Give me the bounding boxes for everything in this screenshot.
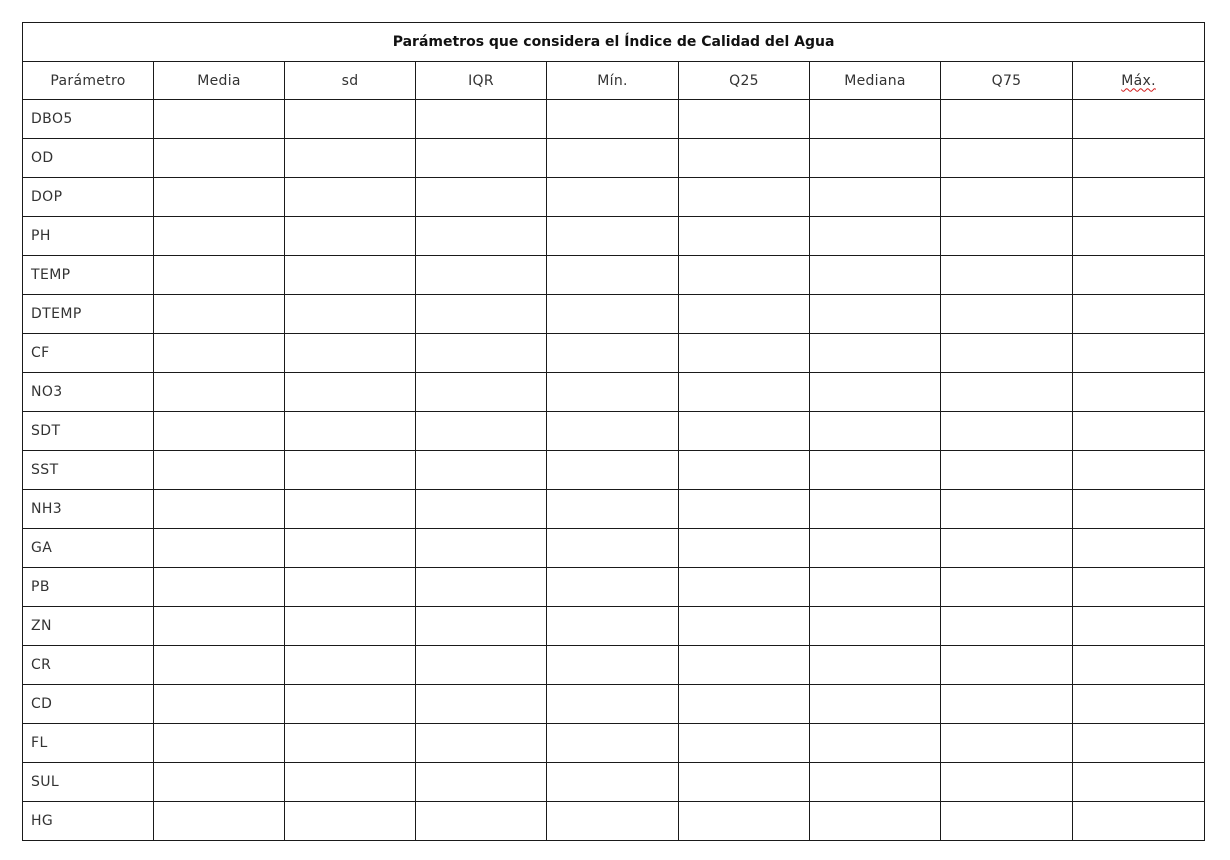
parameter-cell[interactable]: CF bbox=[23, 334, 154, 373]
empty-value-cell[interactable] bbox=[285, 139, 416, 178]
empty-value-cell[interactable] bbox=[154, 685, 285, 724]
empty-value-cell[interactable] bbox=[941, 100, 1073, 139]
empty-value-cell[interactable] bbox=[547, 100, 679, 139]
table-row bbox=[23, 295, 1205, 334]
empty-value-cell[interactable] bbox=[285, 334, 416, 373]
parameters-table bbox=[22, 22, 1205, 841]
empty-value-cell[interactable] bbox=[1073, 412, 1205, 451]
empty-value-cell[interactable] bbox=[1073, 100, 1205, 139]
empty-value-cell[interactable] bbox=[1073, 334, 1205, 373]
empty-value-cell[interactable] bbox=[285, 295, 416, 334]
table-row bbox=[23, 490, 1205, 529]
empty-value-cell[interactable] bbox=[154, 373, 285, 412]
empty-value-cell[interactable] bbox=[679, 646, 810, 685]
empty-value-cell[interactable] bbox=[1073, 607, 1205, 646]
empty-value-cell[interactable] bbox=[810, 178, 941, 217]
empty-value-cell[interactable] bbox=[154, 412, 285, 451]
empty-value-cell[interactable] bbox=[679, 100, 810, 139]
empty-value-cell[interactable] bbox=[547, 178, 679, 217]
empty-value-cell[interactable] bbox=[679, 256, 810, 295]
empty-value-cell[interactable] bbox=[941, 490, 1073, 529]
empty-value-cell[interactable] bbox=[941, 529, 1073, 568]
empty-value-cell[interactable] bbox=[1073, 568, 1205, 607]
empty-value-cell[interactable] bbox=[1073, 217, 1205, 256]
empty-value-cell[interactable] bbox=[679, 451, 810, 490]
empty-value-cell[interactable] bbox=[547, 256, 679, 295]
table-row bbox=[23, 529, 1205, 568]
empty-value-cell[interactable] bbox=[679, 139, 810, 178]
column-header[interactable]: Mín. bbox=[547, 62, 679, 100]
parameter-cell[interactable]: PH bbox=[23, 217, 154, 256]
empty-value-cell[interactable] bbox=[547, 490, 679, 529]
table-row bbox=[23, 100, 1205, 139]
parameter-cell[interactable]: DOP bbox=[23, 178, 154, 217]
empty-value-cell[interactable] bbox=[154, 646, 285, 685]
empty-value-cell[interactable] bbox=[941, 295, 1073, 334]
column-header[interactable]: Parámetro bbox=[23, 62, 154, 100]
empty-value-cell[interactable] bbox=[416, 451, 547, 490]
empty-value-cell[interactable] bbox=[416, 490, 547, 529]
column-header[interactable]: sd bbox=[285, 62, 416, 100]
empty-value-cell[interactable] bbox=[1073, 295, 1205, 334]
empty-value-cell[interactable] bbox=[679, 685, 810, 724]
table-row bbox=[23, 373, 1205, 412]
parameter-cell[interactable]: CR bbox=[23, 646, 154, 685]
column-header[interactable]: Q25 bbox=[679, 62, 810, 100]
empty-value-cell[interactable] bbox=[154, 295, 285, 334]
empty-value-cell[interactable] bbox=[941, 412, 1073, 451]
empty-value-cell[interactable] bbox=[679, 373, 810, 412]
parameter-cell[interactable]: SDT bbox=[23, 412, 154, 451]
empty-value-cell[interactable] bbox=[154, 217, 285, 256]
empty-value-cell[interactable] bbox=[679, 217, 810, 256]
parameter-cell[interactable]: PB bbox=[23, 568, 154, 607]
parameter-cell[interactable]: DBO5 bbox=[23, 100, 154, 139]
empty-value-cell[interactable] bbox=[416, 100, 547, 139]
empty-value-cell[interactable] bbox=[810, 373, 941, 412]
empty-value-cell[interactable] bbox=[810, 217, 941, 256]
empty-value-cell[interactable] bbox=[679, 334, 810, 373]
table-row bbox=[23, 685, 1205, 724]
parameter-cell[interactable]: FL bbox=[23, 724, 154, 763]
column-header[interactable]: Mediana bbox=[810, 62, 941, 100]
table-row bbox=[23, 763, 1205, 802]
empty-value-cell[interactable] bbox=[941, 724, 1073, 763]
empty-value-cell[interactable] bbox=[810, 763, 941, 802]
empty-value-cell[interactable] bbox=[416, 646, 547, 685]
empty-value-cell[interactable] bbox=[679, 529, 810, 568]
empty-value-cell[interactable] bbox=[285, 256, 416, 295]
empty-value-cell[interactable] bbox=[679, 178, 810, 217]
table-row bbox=[23, 802, 1205, 841]
spellcheck-flagged-text: Máx. bbox=[1121, 72, 1156, 89]
column-header[interactable]: Q75 bbox=[941, 62, 1073, 100]
empty-value-cell[interactable] bbox=[285, 451, 416, 490]
empty-value-cell[interactable] bbox=[416, 724, 547, 763]
empty-value-cell[interactable] bbox=[416, 139, 547, 178]
parameter-cell[interactable]: HG bbox=[23, 802, 154, 841]
empty-value-cell[interactable] bbox=[941, 802, 1073, 841]
empty-value-cell[interactable] bbox=[679, 724, 810, 763]
empty-value-cell[interactable] bbox=[285, 568, 416, 607]
empty-value-cell[interactable] bbox=[941, 334, 1073, 373]
empty-value-cell[interactable] bbox=[1073, 178, 1205, 217]
empty-value-cell[interactable] bbox=[416, 802, 547, 841]
empty-value-cell[interactable] bbox=[1073, 763, 1205, 802]
empty-value-cell[interactable] bbox=[941, 568, 1073, 607]
parameter-cell[interactable]: NO3 bbox=[23, 373, 154, 412]
empty-value-cell[interactable] bbox=[547, 607, 679, 646]
empty-value-cell[interactable] bbox=[154, 451, 285, 490]
empty-value-cell[interactable] bbox=[416, 529, 547, 568]
empty-value-cell[interactable] bbox=[810, 685, 941, 724]
empty-value-cell[interactable] bbox=[416, 256, 547, 295]
empty-value-cell[interactable] bbox=[810, 139, 941, 178]
empty-value-cell[interactable] bbox=[154, 724, 285, 763]
empty-value-cell[interactable] bbox=[547, 334, 679, 373]
empty-value-cell[interactable] bbox=[285, 763, 416, 802]
header-row bbox=[23, 62, 1205, 100]
table-row bbox=[23, 256, 1205, 295]
empty-value-cell[interactable] bbox=[810, 100, 941, 139]
empty-value-cell[interactable] bbox=[547, 412, 679, 451]
empty-value-cell[interactable] bbox=[810, 529, 941, 568]
empty-value-cell[interactable] bbox=[1073, 373, 1205, 412]
empty-value-cell[interactable] bbox=[810, 334, 941, 373]
empty-value-cell[interactable] bbox=[1073, 802, 1205, 841]
empty-value-cell[interactable] bbox=[285, 802, 416, 841]
empty-value-cell[interactable] bbox=[941, 607, 1073, 646]
empty-value-cell[interactable] bbox=[679, 490, 810, 529]
empty-value-cell[interactable] bbox=[1073, 646, 1205, 685]
parameter-cell[interactable]: CD bbox=[23, 685, 154, 724]
empty-value-cell[interactable] bbox=[547, 295, 679, 334]
table-row bbox=[23, 607, 1205, 646]
empty-value-cell[interactable] bbox=[547, 139, 679, 178]
empty-value-cell[interactable] bbox=[416, 295, 547, 334]
empty-value-cell[interactable] bbox=[416, 763, 547, 802]
empty-value-cell[interactable] bbox=[941, 256, 1073, 295]
empty-value-cell[interactable] bbox=[1073, 724, 1205, 763]
table-row bbox=[23, 568, 1205, 607]
empty-value-cell[interactable] bbox=[285, 646, 416, 685]
empty-value-cell[interactable] bbox=[154, 100, 285, 139]
empty-value-cell[interactable] bbox=[154, 763, 285, 802]
empty-value-cell[interactable] bbox=[416, 412, 547, 451]
empty-value-cell[interactable] bbox=[1073, 685, 1205, 724]
empty-value-cell[interactable] bbox=[154, 529, 285, 568]
table-body bbox=[23, 100, 1205, 841]
title-row bbox=[23, 23, 1205, 62]
empty-value-cell[interactable] bbox=[1073, 256, 1205, 295]
empty-value-cell[interactable] bbox=[547, 763, 679, 802]
empty-value-cell[interactable] bbox=[285, 412, 416, 451]
empty-value-cell[interactable] bbox=[285, 217, 416, 256]
parameter-cell[interactable]: SST bbox=[23, 451, 154, 490]
empty-value-cell[interactable] bbox=[941, 451, 1073, 490]
empty-value-cell[interactable] bbox=[285, 178, 416, 217]
column-header[interactable]: Media bbox=[154, 62, 285, 100]
empty-value-cell[interactable] bbox=[285, 490, 416, 529]
parameter-cell[interactable]: ZN bbox=[23, 607, 154, 646]
empty-value-cell[interactable] bbox=[285, 685, 416, 724]
empty-value-cell[interactable] bbox=[285, 724, 416, 763]
empty-value-cell[interactable] bbox=[547, 217, 679, 256]
empty-value-cell[interactable] bbox=[941, 646, 1073, 685]
table-row bbox=[23, 451, 1205, 490]
empty-value-cell[interactable] bbox=[154, 139, 285, 178]
empty-value-cell[interactable] bbox=[285, 100, 416, 139]
column-header[interactable]: IQR bbox=[416, 62, 547, 100]
table-row bbox=[23, 412, 1205, 451]
empty-value-cell[interactable] bbox=[679, 607, 810, 646]
empty-value-cell[interactable] bbox=[416, 217, 547, 256]
empty-value-cell[interactable] bbox=[547, 646, 679, 685]
empty-value-cell[interactable] bbox=[547, 568, 679, 607]
empty-value-cell[interactable] bbox=[547, 451, 679, 490]
empty-value-cell[interactable] bbox=[547, 373, 679, 412]
empty-value-cell[interactable] bbox=[941, 139, 1073, 178]
table-row bbox=[23, 217, 1205, 256]
empty-value-cell[interactable] bbox=[810, 412, 941, 451]
empty-value-cell[interactable] bbox=[810, 607, 941, 646]
empty-value-cell[interactable] bbox=[941, 373, 1073, 412]
table-row bbox=[23, 724, 1205, 763]
empty-value-cell[interactable] bbox=[679, 802, 810, 841]
table-row bbox=[23, 139, 1205, 178]
empty-value-cell[interactable] bbox=[679, 568, 810, 607]
empty-value-cell[interactable] bbox=[679, 295, 810, 334]
empty-value-cell[interactable] bbox=[810, 646, 941, 685]
parameter-cell[interactable]: NH3 bbox=[23, 490, 154, 529]
empty-value-cell[interactable] bbox=[154, 802, 285, 841]
empty-value-cell[interactable] bbox=[1073, 451, 1205, 490]
empty-value-cell[interactable] bbox=[810, 724, 941, 763]
parameter-cell[interactable]: DTEMP bbox=[23, 295, 154, 334]
empty-value-cell[interactable] bbox=[547, 724, 679, 763]
column-header[interactable] bbox=[1073, 62, 1205, 100]
table-row bbox=[23, 646, 1205, 685]
empty-value-cell[interactable] bbox=[679, 763, 810, 802]
parameter-cell[interactable]: SUL bbox=[23, 763, 154, 802]
parameter-cell[interactable]: GA bbox=[23, 529, 154, 568]
empty-value-cell[interactable] bbox=[941, 178, 1073, 217]
empty-value-cell[interactable] bbox=[810, 256, 941, 295]
empty-value-cell[interactable] bbox=[154, 178, 285, 217]
empty-value-cell[interactable] bbox=[941, 763, 1073, 802]
empty-value-cell[interactable] bbox=[547, 685, 679, 724]
empty-value-cell[interactable] bbox=[416, 373, 547, 412]
parameter-cell[interactable]: TEMP bbox=[23, 256, 154, 295]
empty-value-cell[interactable] bbox=[416, 607, 547, 646]
empty-value-cell[interactable] bbox=[154, 490, 285, 529]
empty-value-cell[interactable] bbox=[679, 412, 810, 451]
empty-value-cell[interactable] bbox=[941, 685, 1073, 724]
empty-value-cell[interactable] bbox=[810, 490, 941, 529]
table-row bbox=[23, 334, 1205, 373]
empty-value-cell[interactable] bbox=[810, 568, 941, 607]
empty-value-cell[interactable] bbox=[416, 334, 547, 373]
empty-value-cell[interactable] bbox=[1073, 139, 1205, 178]
empty-value-cell[interactable] bbox=[1073, 490, 1205, 529]
empty-value-cell[interactable] bbox=[285, 607, 416, 646]
empty-value-cell[interactable] bbox=[154, 256, 285, 295]
empty-value-cell[interactable] bbox=[810, 802, 941, 841]
empty-value-cell[interactable] bbox=[154, 334, 285, 373]
empty-value-cell[interactable] bbox=[416, 685, 547, 724]
empty-value-cell[interactable] bbox=[285, 373, 416, 412]
empty-value-cell[interactable] bbox=[285, 529, 416, 568]
empty-value-cell[interactable] bbox=[941, 217, 1073, 256]
empty-value-cell[interactable] bbox=[154, 607, 285, 646]
empty-value-cell[interactable] bbox=[810, 295, 941, 334]
empty-value-cell[interactable] bbox=[416, 568, 547, 607]
empty-value-cell[interactable] bbox=[547, 802, 679, 841]
empty-value-cell[interactable] bbox=[154, 568, 285, 607]
table-row bbox=[23, 178, 1205, 217]
empty-value-cell[interactable] bbox=[547, 529, 679, 568]
parameter-cell[interactable]: OD bbox=[23, 139, 154, 178]
empty-value-cell[interactable] bbox=[810, 451, 941, 490]
empty-value-cell[interactable] bbox=[416, 178, 547, 217]
table-title[interactable]: Parámetros que considera el Índice de Calidad del Agua bbox=[23, 23, 1205, 62]
empty-value-cell[interactable] bbox=[1073, 529, 1205, 568]
